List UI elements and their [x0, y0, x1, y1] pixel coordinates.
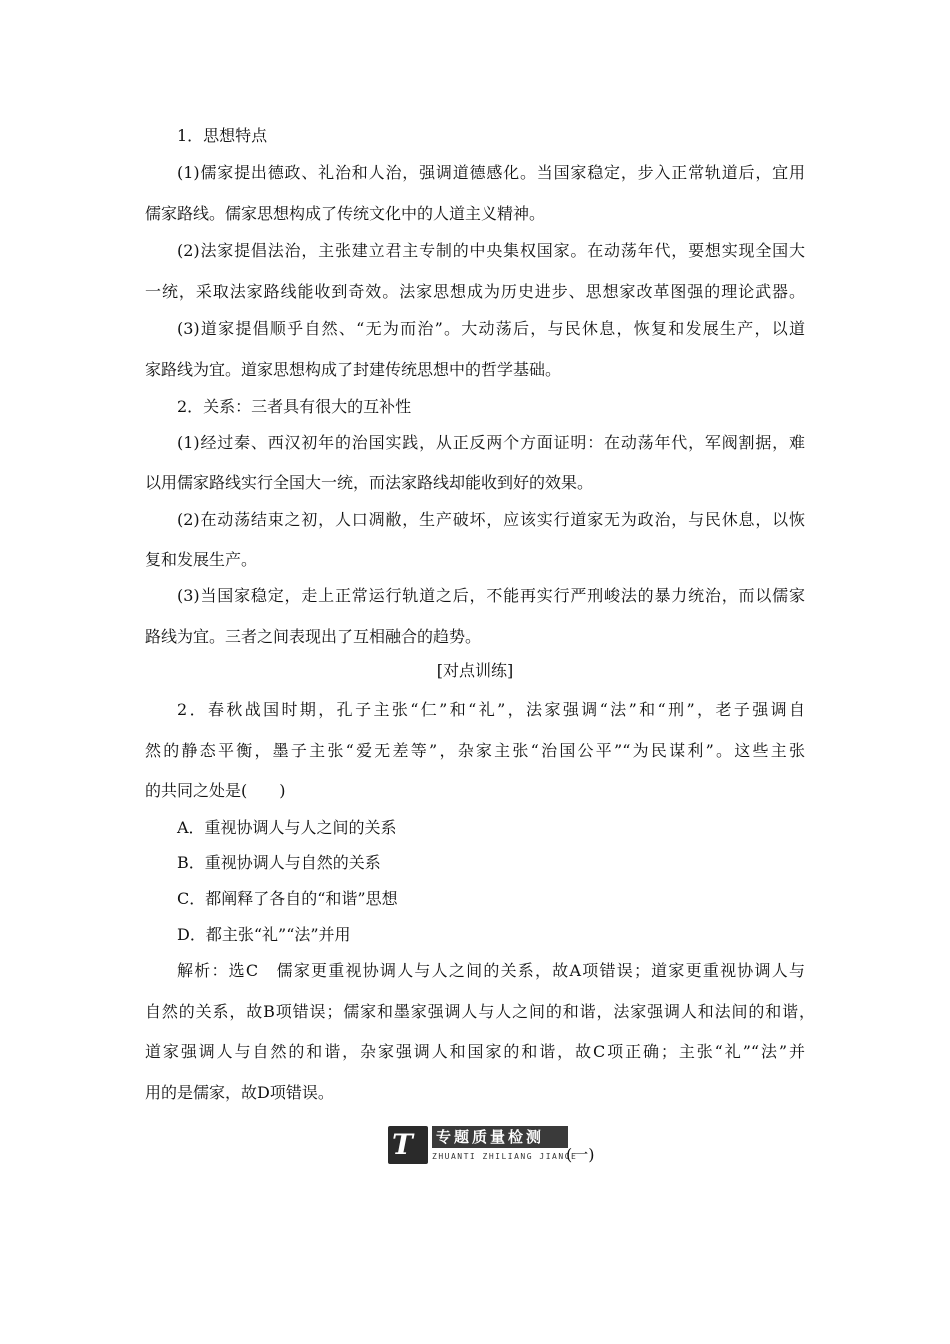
- heading-thought-features: 1．思想特点: [177, 126, 268, 145]
- banner-title: 专题质量检测: [432, 1126, 568, 1148]
- heading-relationship: 2．关系：三者具有很大的互补性: [177, 397, 412, 416]
- analysis-line4: 用的是儒家，故D项错误。: [145, 1083, 334, 1102]
- paragraph-legalist-line1: (2)法家提倡法治，主张建立君主专制的中央集权国家。在动荡年代，要想实现全国大: [177, 241, 805, 260]
- paragraph-daoist-line2: 家路线为宜。道家思想构成了封建传统思想中的哲学基础。: [145, 360, 562, 379]
- section-title-practice: [对点训练]: [436, 661, 514, 680]
- section-banner: [388, 1122, 598, 1168]
- analysis-line1: 解析：选C 儒家更重视协调人与人之间的关系，故A项错误；道家更重视协调人与: [177, 961, 805, 980]
- option-d: D．都主张“礼”“法”并用: [177, 925, 351, 944]
- question-stem-line3: 的共同之处是( ): [145, 781, 286, 800]
- paragraph-relation3-line1: (3)当国家稳定，走上正常运行轨道之后，不能再实行严刑峻法的暴力统治，而以儒家: [177, 586, 805, 605]
- banner-pinyin: ZHUANTI ZHILIANG JIANCE: [432, 1152, 578, 1161]
- paragraph-confucian-line2: 儒家路线。儒家思想构成了传统文化中的人道主义精神。: [145, 204, 546, 223]
- analysis-line2: 自然的关系，故B项错误；儒家和墨家强调人与人之间的和谐，法家强调人和法间的和谐，: [145, 1002, 815, 1021]
- banner-logo-icon: T: [388, 1126, 428, 1164]
- paragraph-relation1-line1: (1)经过秦、西汉初年的治国实践，从正反两个方面证明：在动荡年代，军阀割据，难: [177, 433, 805, 452]
- question-stem-line1: 2．春秋战国时期，孔子主张“仁”和“礼”，法家强调“法”和“刑”，老子强调自: [177, 700, 805, 719]
- paragraph-legalist-line2: 一统，采取法家路线能收到奇效。法家思想成为历史进步、思想家改革图强的理论武器。: [145, 282, 805, 301]
- paragraph-relation2-line1: (2)在动荡结束之初，人口凋敝，生产破坏，应该实行道家无为政治，与民休息，以恢: [177, 510, 805, 529]
- option-b: B．重视协调人与自然的关系: [177, 853, 381, 872]
- question-stem-line2: 然的静态平衡，墨子主张“爱无差等”，杂家主张“治国公平”“为民谋利”。这些主张: [145, 741, 805, 760]
- option-a: A．重视协调人与人之间的关系: [177, 818, 397, 837]
- paragraph-relation2-line2: 复和发展生产。: [145, 550, 258, 569]
- option-c: C．都阐释了各自的“和谐”思想: [177, 889, 398, 908]
- banner-number: (一): [566, 1145, 595, 1164]
- paragraph-relation1-line2: 以用儒家路线实行全国大一统，而法家路线却能收到好的效果。: [145, 473, 594, 492]
- analysis-line3: 道家强调人与自然的和谐，杂家强调人和国家的和谐，故C项正确；主张“礼”“法”并: [145, 1042, 805, 1061]
- paragraph-relation3-line2: 路线为宜。三者之间表现出了互相融合的趋势。: [145, 627, 482, 646]
- paragraph-daoist-line1: (3)道家提倡顺乎自然、“无为而治”。大动荡后，与民休息，恢复和发展生产，以道: [177, 319, 805, 338]
- paragraph-confucian-line1: (1)儒家提出德政、礼治和人治，强调道德感化。当国家稳定，步入正常轨道后，宜用: [177, 163, 805, 182]
